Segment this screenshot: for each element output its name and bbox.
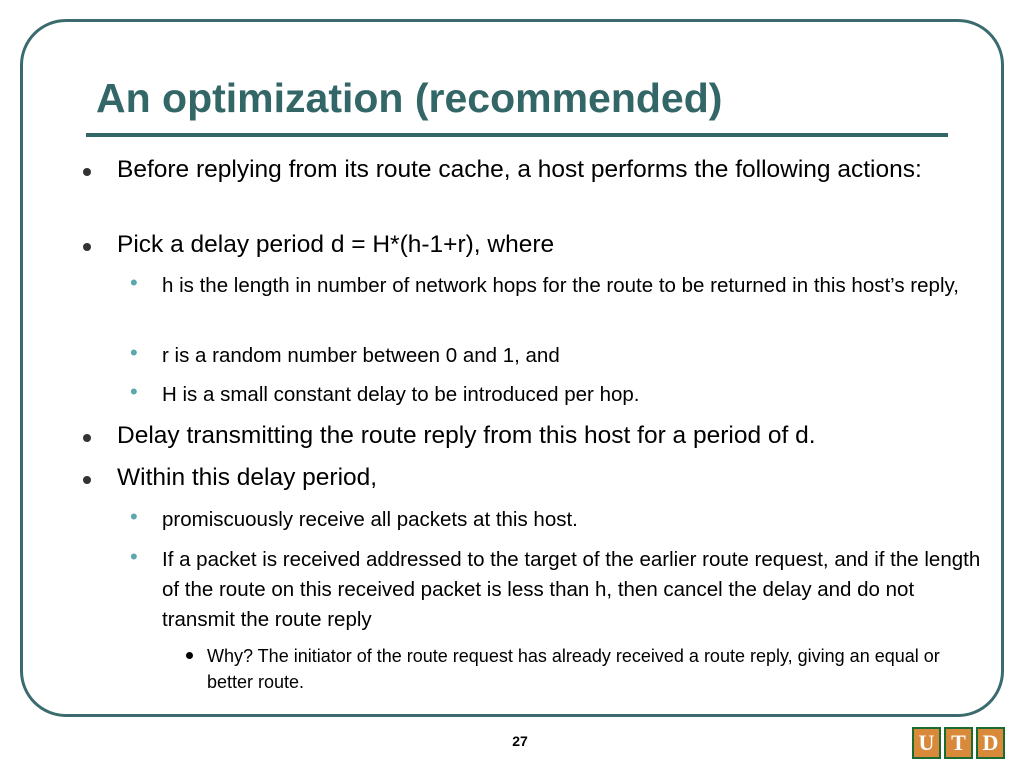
sub-bullet-dot-icon: • [130, 270, 138, 295]
bullet-item: Delay transmitting the route reply from this host for a period of d. [117, 422, 816, 449]
sub-bullet-item: r is a random number between 0 and 1, and [162, 344, 560, 367]
bullet-item: Before replying from its route cache, a host performs the following actions: [117, 156, 922, 183]
page-number: 27 [512, 733, 528, 749]
logo-letter: D [976, 727, 1005, 759]
logo-letter: T [944, 727, 973, 759]
sub-bullet-dot-icon: • [130, 340, 138, 365]
sub-bullet-dot-icon: • [130, 544, 138, 569]
sub-bullet-item: H is a small constant delay to be introduced per hop. [162, 383, 640, 406]
bullet-item: Within this delay period, [117, 464, 378, 491]
logo-letter: U [912, 727, 941, 759]
bullet-dot-icon [83, 476, 91, 484]
third-level-bullet-icon [186, 652, 193, 659]
sub-bullet-dot-icon: • [130, 504, 138, 529]
bullet-dot-icon [83, 243, 91, 251]
title-underline [86, 133, 948, 137]
bullet-dot-icon [83, 434, 91, 442]
bullet-dot-icon [83, 168, 91, 176]
sub-bullet-dot-icon: • [130, 379, 138, 404]
bullet-item: Pick a delay period d = H*(h-1+r), where [117, 231, 555, 258]
third-level-item: Why? The initiator of the route request has already received a route reply, giving an equal or better route. [207, 646, 940, 692]
utd-logo [912, 727, 1005, 759]
sub-bullet-item: promiscuously receive all packets at this host. [162, 508, 578, 531]
sub-bullet-item: h is the length in number of network hops for the route to be returned in this host’s reply, [162, 274, 959, 297]
sub-bullet-item: If a packet is received addressed to the target of the earlier route request, and if the length of the route on this received packet is less than h, then cancel the delay and do not transmit the route reply [162, 548, 981, 631]
slide-title: An optimization (recommended) [96, 75, 723, 121]
